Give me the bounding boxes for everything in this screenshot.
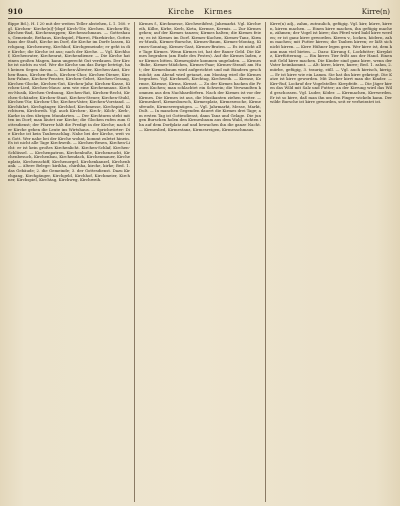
header-center-word: Kirmes bbox=[204, 8, 233, 16]
page-number: 910 bbox=[8, 7, 23, 16]
column-1 bbox=[8, 22, 130, 502]
column-2-text: Kirmes f., Kirchmesse, Kirchweihfest, Jahrmarkt. Vgl. Kirchweih, Kilbe, Kirbe, Kerb, Kirta, Kermse, Kermis. — Zur Kirmes gehen; auf der Kirmes tanzen; Kirmes halten; die Kirmes feiern; es ist Kirmes im Dorf. Kirmes-Kuchen, Kirmes-Tanz, Kirmes-Musik, Kirmes-Bursche, Kirmes-Baum, Kirmes-Montag, Kirmes-Sonntag, Kirmes-Gast, Kirmes-Braten. — Es ist nicht alle Tage Kirmes. Wenn Kirmes ist, hat der Bauer Geld. Die Kirmes begraben (am Ende des Festes). Auf die Kirmes laden, zur Kirmes bitten. Kirmesgäste kommen ungeladen. — Kirmes-Bube, Kirmes-Mädchen, Kirmes-Paar; Kirmes-Strauß am Hut; der Kirmesbaum wird aufgerichtet und mit Bändern geschmückt; am Abend wird getanzt, am Montag wird die Kirmes begraben. Vgl. Kirchmeß, Kirchtag, Kirchweih. — Kirmse, Kermse, Kärmse, Kirms, Kirmst. — Zu der Kirmes backen die Frauen Kuchen; man schlachtet ein Schwein; die Verwandten kommen aus den Nachbardörfern. Nach der Kirmes ist vor der Kirmes. Die Kirmes ist aus, die Musikanten ziehen weiter. — Kirmeskerl, Kirmesbursch, Kirmesplatz, Kirmeswoche, Kirmesfreude, Kirmesvergnügen. — Vgl. Jahrmarkt, Messe, Markt, Dult. — In manchen Gegenden dauert die Kirmes drei Tage; am ersten Tag ist Gottesdienst, dann Tanz und Gelage. Die jungen Burschen holen den Kirmesbaum aus dem Wald, richten ihn auf dem Dorfplatz auf und bewachen ihn die ganze Nacht. — Kirmeslied, Kirmestanz, Kirmesreigen, Kirmesschmaus. bbox=[139, 22, 261, 132]
header-right-word: Kirre(n) bbox=[361, 8, 390, 16]
header-rule bbox=[8, 18, 390, 19]
column-divider bbox=[265, 22, 266, 502]
running-header bbox=[8, 6, 390, 18]
column-2 bbox=[139, 22, 261, 502]
column-1-text: flippe Bd.), H. I 20 mit der weiten Teller abstehen, L 1. 160. vgl. Kirchen- Kirche(n)[-]dopf Kirch-Tör, Kirchen. Kirchen-Ek; Kirchen-Bad, Kirchensuppen; Kirchenschmaus. — Gotteshaus, Gemeinde, Bethaus, Kirchspiel, Pfarrei, Pfarrkirche, Gotteshaus der Stadt, Kirche im Dorf, die Kirche im Dorfe lassen, Kirchgang, Kirchenweg, Kirchhof, Kirchgemeinde; er geht in die Kirche; die Kirche ist aus; nach der Kirche. — Vgl. Kirchhof, Kirchenvater, Kirchenrat, Kirchendiener. — Die Kirche hat einen großen Magen, kann ungerecht Gut verdauen. Der Kirche ist nichts zu viel. Wer die Kirche um das Ihrige betrügt, hat keinen Segen davon. — Kirchen-Ältester, Kirchen-Amt, Kirchen-Bann, Kirchen-Buch, Kirchen-Chor, Kirchen-Diener, Kirchen-Fahne, Kirchen-Fenster, Kirchen-Gebet, Kirchen-Gesang, Kirchen-Glocke, Kirchen-Gut, Kirchen-Jahr, Kirchen-Kasse, Kirchen-Lied, Kirchen-Maus: arm wie eine Kirchenmaus. Kirchen-Musik, Kirchen-Ordnung, Kirchen-Rat, Kirchen-Recht, Kirchen-Schänder, Kirchen-Staat, Kirchen-Steuer, Kirchen-Stuhl, Kirchen-Tür, Kirchen-Uhr, Kirchen-Vater, Kirchen-Vorstand. — Kirchfahrt, Kirchgänger, Kirchhof, Kirchmesse, Kirchspiel, Kirchturm, Kirchweih. Vgl. auch Kirchen-, Kirch-, Kilch-, Kerk-, Karke in den übrigen Mundarten. — Der Kirchturm steht mitten im Dorf; man läutet zur Kirche; die Glocken rufen zum Gottesdienst; der Pfarrer hält die Predigt in der Kirche; nach der Kirche gehen die Leute ins Wirtshaus. — Sprichwörter: Die Kirche ist kein Taubenschlag. Nahe bei der Kirche, weit von Gott. Wer nahe bei der Kirche wohnt, kommt zuletzt hinein. Es ist nicht alle Tage Kirchweih. — Kirchen-Besen, Kirchen-Licht: er ist kein großes Kirchenlicht. Kirchen-Schlaf, Kirchen-Schlüssel. — Kirchenpatron, Kirchenbuße, Kirchenzucht, Kirchenbesuch, Kirchenbau, Kirchendach, Kirchenmauer, Kirchenplatz, Kirchenschiff, Kirchenorgel, Kirchenkanzel, Kirchenbank. — ältere Belege: kirihha, chirihha, kirche, kirke; Bed. 1. das Gebäude; 2. die Gemeinde; 3. der Gottesdienst. Dazu Kirchgang, Kirchgänger, Kirchgeld, Kirchhof, Kirchmeier, Kirchner, Kirchspiel, Kirchtag, Kirchweg, Kirchweih. bbox=[8, 22, 130, 183]
header-left-word: Kirche bbox=[168, 8, 195, 16]
column-divider bbox=[134, 22, 135, 502]
column-3-text: Kirre(n) adj., zahm, zutraulich, gefügig. Vgl. kirr, kürre, kirren, kirren machen. — Einen kirre machen, ihn gefügig machen, zähmen; der Vogel ist kirre; das Pferd wird bald kirre werden; er ist ganz kirre geworden. Kirren v., locken, ködern, zahm machen; mit Futter kirren; die Tauben kirren; er läßt sich nicht kirren. — Kirre Hühner legen gern. Wer kirre ist, dem kann man viel bieten. — Dazu: Kirrung f., Lockfutter; Kirrplatz, Kirrfütterung. — Ein kirres Tier frißt aus der Hand. Einen mit Geld kirre machen. Die Kinder sind ganz kirre, wenn der Vater heimkommt. — Alt: kirre, kürre, kurre; Bed. 1. zahm, 2. mürbe, gefügig, 3. traurig, still. — Vgl. auch kirrisch, kirrig. — Er ist kirre wie ein Lamm. Sie hat ihn kirre gekriegt. Die Katze ist kirre geworden. Mit Zucker kirrt man die Kinder. — Kirr-Ruf, Lockruf der Vogelsteller. Kirrpfeife. — Die Jäger kirren das Wild mit Salz und Futter; an der Kirrung wird das Wild geschossen. Vgl. Luder, Köder. — Kirrmachen, Kirrwerden. Er ist so kirre, daß man ihn um den Finger wickeln kann. Der wilde Bursche ist kirre geworden, seit er verheiratet ist. bbox=[270, 22, 392, 105]
column-3 bbox=[270, 22, 392, 502]
